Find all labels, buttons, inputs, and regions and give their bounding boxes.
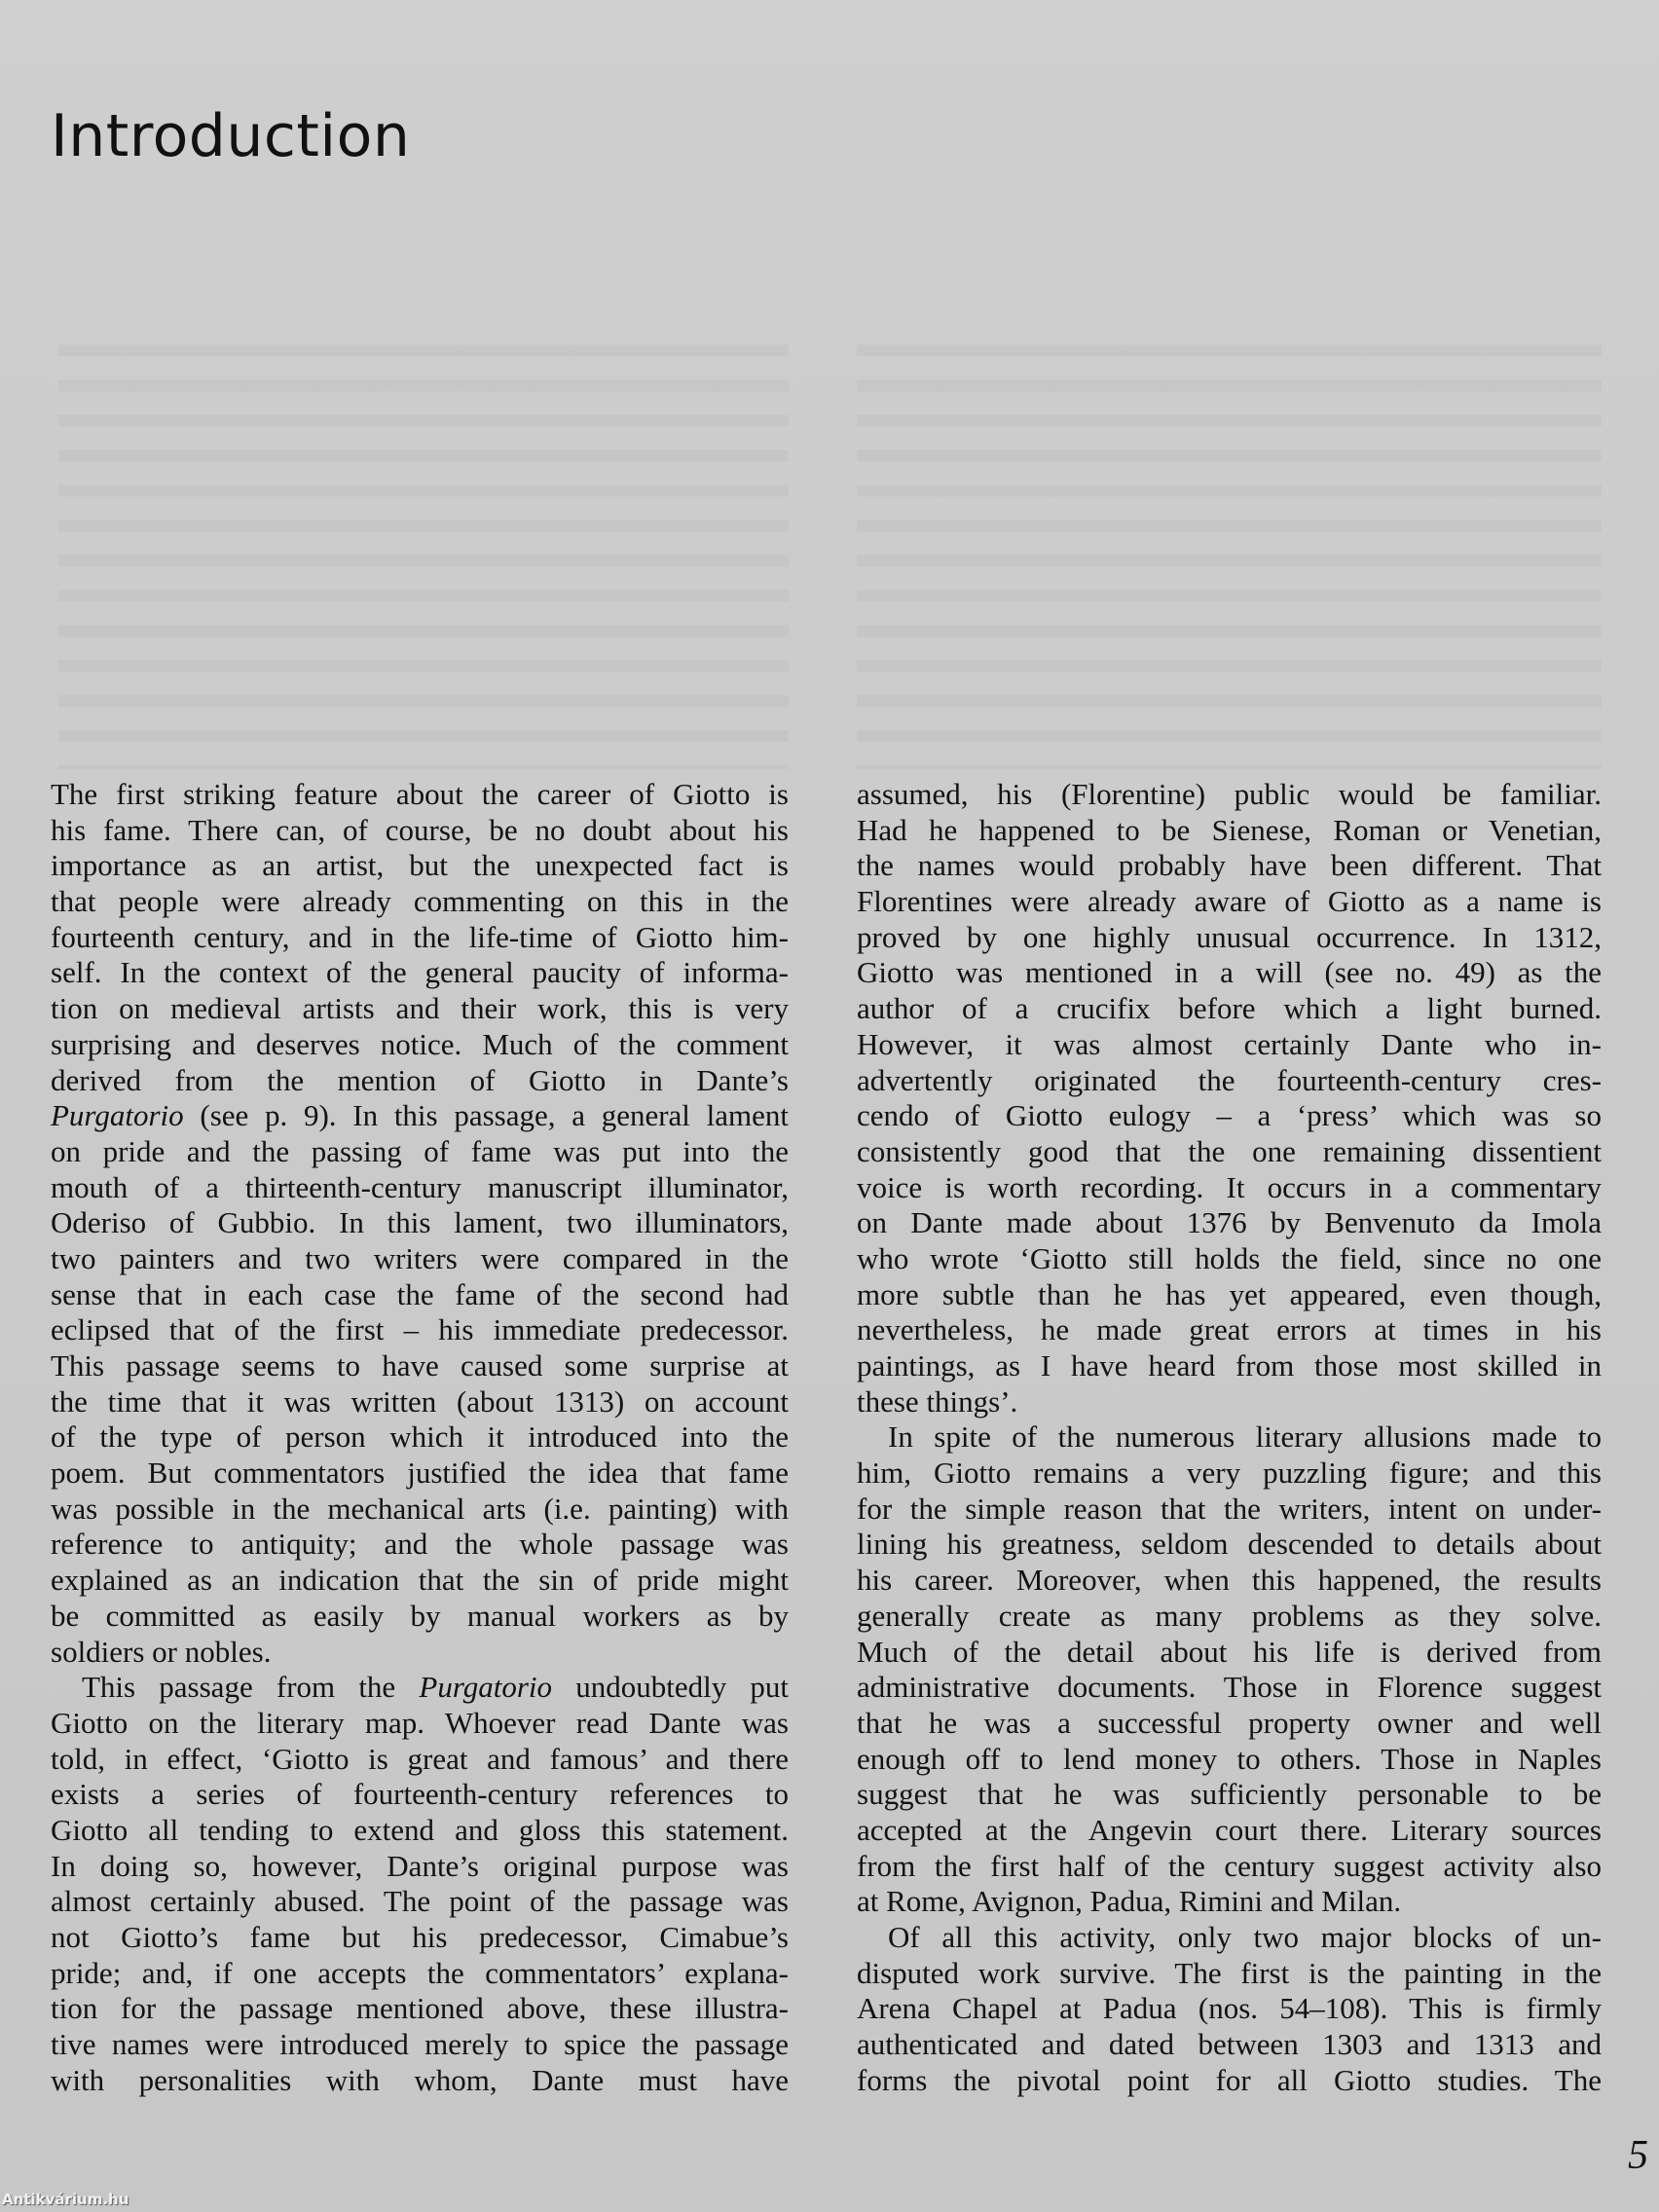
text-line: This passage seems to have caused some surprise at	[51, 1348, 789, 1382]
text-line: for the simple reason that the writers, intent on under-	[857, 1491, 1602, 1526]
text-line: Arena Chapel at Padua (nos. 54–108). This is firmly	[857, 1991, 1602, 2026]
text-line: suggest that he was sufficiently personable to be	[857, 1777, 1602, 1812]
text-line: who wrote ‘Giotto still holds the field, since no one	[857, 1240, 1602, 1275]
text-line: that people were already commenting on this in the	[51, 884, 789, 919]
italic-title: Purgatorio	[51, 1098, 184, 1133]
text-line: on Dante made about 1376 by Benvenuto da Imola	[857, 1205, 1602, 1240]
text-line: almost certainly abused. The point of the passage was	[51, 1884, 789, 1919]
text-line: not Giotto’s fame but his predecessor, Cimabue’s	[51, 1920, 789, 1954]
text-line: In spite of the numerous literary allusions made to	[888, 1419, 1602, 1455]
text-line: at Rome, Avignon, Padua, Rimini and Milan.	[857, 1884, 1402, 1919]
text-line: of the type of person which it introduced into the	[51, 1419, 789, 1455]
text-line: accepted at the Angevin court there. Literary sources	[857, 1812, 1602, 1847]
text-line: soldiers or nobles.	[51, 1634, 272, 1669]
page-title: Introduction	[51, 102, 411, 170]
text-line: surprising and deserves notice. Much of the comment	[51, 1026, 789, 1061]
text-line	[51, 1670, 789, 1706]
text-line: tive names were introduced merely to spice the passage	[51, 2027, 789, 2062]
text-line: Oderiso of Gubbio. In this lament, two illuminators,	[51, 1205, 789, 1240]
italic-title: Purgatorio	[419, 1670, 553, 1705]
text-line: cendo of Giotto eulogy – a ‘press’ which was so	[857, 1098, 1602, 1133]
text-fragment: (see p. 9). In this passage, a general lament	[183, 1098, 789, 1133]
text-line: forms the pivotal point for all Giotto studies. The	[857, 2062, 1602, 2097]
text-line: more subtle than he has yet appeared, even though,	[857, 1276, 1602, 1311]
text-line: nevertheless, he made great errors at times in his	[857, 1312, 1602, 1347]
text-line: disputed work survive. The first is the painting in the	[857, 1955, 1602, 1990]
text-line: author of a crucifix before which a light burned.	[857, 991, 1602, 1026]
text-line: two painters and two writers were compared in the	[51, 1240, 789, 1275]
text-line: advertently originated the fourteenth-century cres-	[857, 1062, 1602, 1097]
text-line: these things’.	[857, 1383, 1018, 1419]
text-line: the time that it was written (about 1313) on account	[51, 1383, 789, 1419]
text-line: was possible in the mechanical arts (i.e. painting) with	[51, 1491, 789, 1526]
text-line: derived from the mention of Giotto in Dante’s	[51, 1062, 789, 1097]
body-column-left	[51, 777, 789, 2098]
text-line: Giotto on the literary map. Whoever read Dante was	[51, 1705, 789, 1740]
text-line: Had he happened to be Sienese, Roman or Venetian,	[857, 812, 1602, 847]
text-line: reference to antiquity; and the whole passage was	[51, 1527, 789, 1562]
text-line: assumed, his (Florentine) public would be familiar.	[857, 777, 1602, 811]
text-line: from the first half of the century suggest activity also	[857, 1848, 1602, 1883]
text-line: generally create as many problems as they solve.	[857, 1598, 1602, 1633]
text-line: explained as an indication that the sin of pride might	[51, 1563, 789, 1598]
text-line: Florentines were already aware of Giotto as a name is	[857, 884, 1602, 919]
text-line: be committed as easily by manual workers as by	[51, 1598, 789, 1633]
show-through-right	[857, 321, 1602, 769]
text-line: paintings, as I have heard from those most skilled in	[857, 1348, 1602, 1382]
text-line: Of all this activity, only two major blocks of un-	[888, 1920, 1602, 1954]
text-line	[51, 1098, 789, 1134]
text-fragment: undoubtedly put	[552, 1670, 789, 1705]
text-line: pride; and, if one accepts the commentators’ explana-	[51, 1955, 789, 1990]
text-line: lining his greatness, seldom descended to details about	[857, 1527, 1602, 1562]
text-line: with personalities with whom, Dante must have	[51, 2062, 789, 2097]
text-line: Giotto was mentioned in a will (see no. 49) as the	[857, 955, 1602, 990]
text-line: Giotto all tending to extend and gloss this statement.	[51, 1812, 789, 1847]
text-line: exists a series of fourteenth-century references to	[51, 1777, 789, 1812]
text-line: authenticated and dated between 1303 and 1313 and	[857, 2027, 1602, 2062]
text-line: the names would probably have been different. That	[857, 848, 1602, 883]
text-line: However, it was almost certainly Dante who in-	[857, 1026, 1602, 1061]
text-line: sense that in each case the fame of the second had	[51, 1276, 789, 1311]
text-line: told, in effect, ‘Giotto is great and famous’ and there	[51, 1741, 789, 1776]
watermark: Antikvárium.hu	[2, 2191, 129, 2208]
text-line: administrative documents. Those in Florence suggest	[857, 1670, 1602, 1705]
text-line: his fame. There can, of course, be no doubt about his	[51, 812, 789, 847]
text-line: The first striking feature about the career of Giotto is	[51, 777, 789, 811]
text-line: poem. But commentators justified the idea that fame	[51, 1456, 789, 1491]
text-line: In doing so, however, Dante’s original purpose was	[51, 1848, 789, 1883]
text-line: consistently good that the one remaining dissentient	[857, 1133, 1602, 1168]
text-line: importance as an artist, but the unexpected fact is	[51, 848, 789, 883]
text-line: enough off to lend money to others. Those in Naples	[857, 1741, 1602, 1776]
text-line: eclipsed that of the first – his immediate predecessor.	[51, 1312, 789, 1347]
text-line: him, Giotto remains a very puzzling figure; and this	[857, 1456, 1602, 1491]
text-fragment: This passage from the	[82, 1670, 420, 1705]
text-line: that he was a successful property owner and well	[857, 1705, 1602, 1740]
text-line: mouth of a thirteenth-century manuscript illuminator,	[51, 1169, 789, 1204]
page-number: 5	[1628, 2133, 1648, 2178]
text-line: fourteenth century, and in the life-time of Giotto him-	[51, 919, 789, 954]
body-column-right	[857, 777, 1602, 2098]
text-line: tion on medieval artists and their work, this is very	[51, 991, 789, 1026]
text-line: self. In the context of the general paucity of informa-	[51, 955, 789, 990]
text-line: on pride and the passing of fame was put into the	[51, 1133, 789, 1168]
text-line: Much of the detail about his life is derived from	[857, 1634, 1602, 1669]
text-line: his career. Moreover, when this happened, the results	[857, 1563, 1602, 1598]
text-line: tion for the passage mentioned above, these illustra-	[51, 1991, 789, 2026]
show-through-left	[58, 321, 789, 769]
text-line: voice is worth recording. It occurs in a commentary	[857, 1169, 1602, 1204]
text-line: proved by one highly unusual occurrence. In 1312,	[857, 919, 1602, 954]
